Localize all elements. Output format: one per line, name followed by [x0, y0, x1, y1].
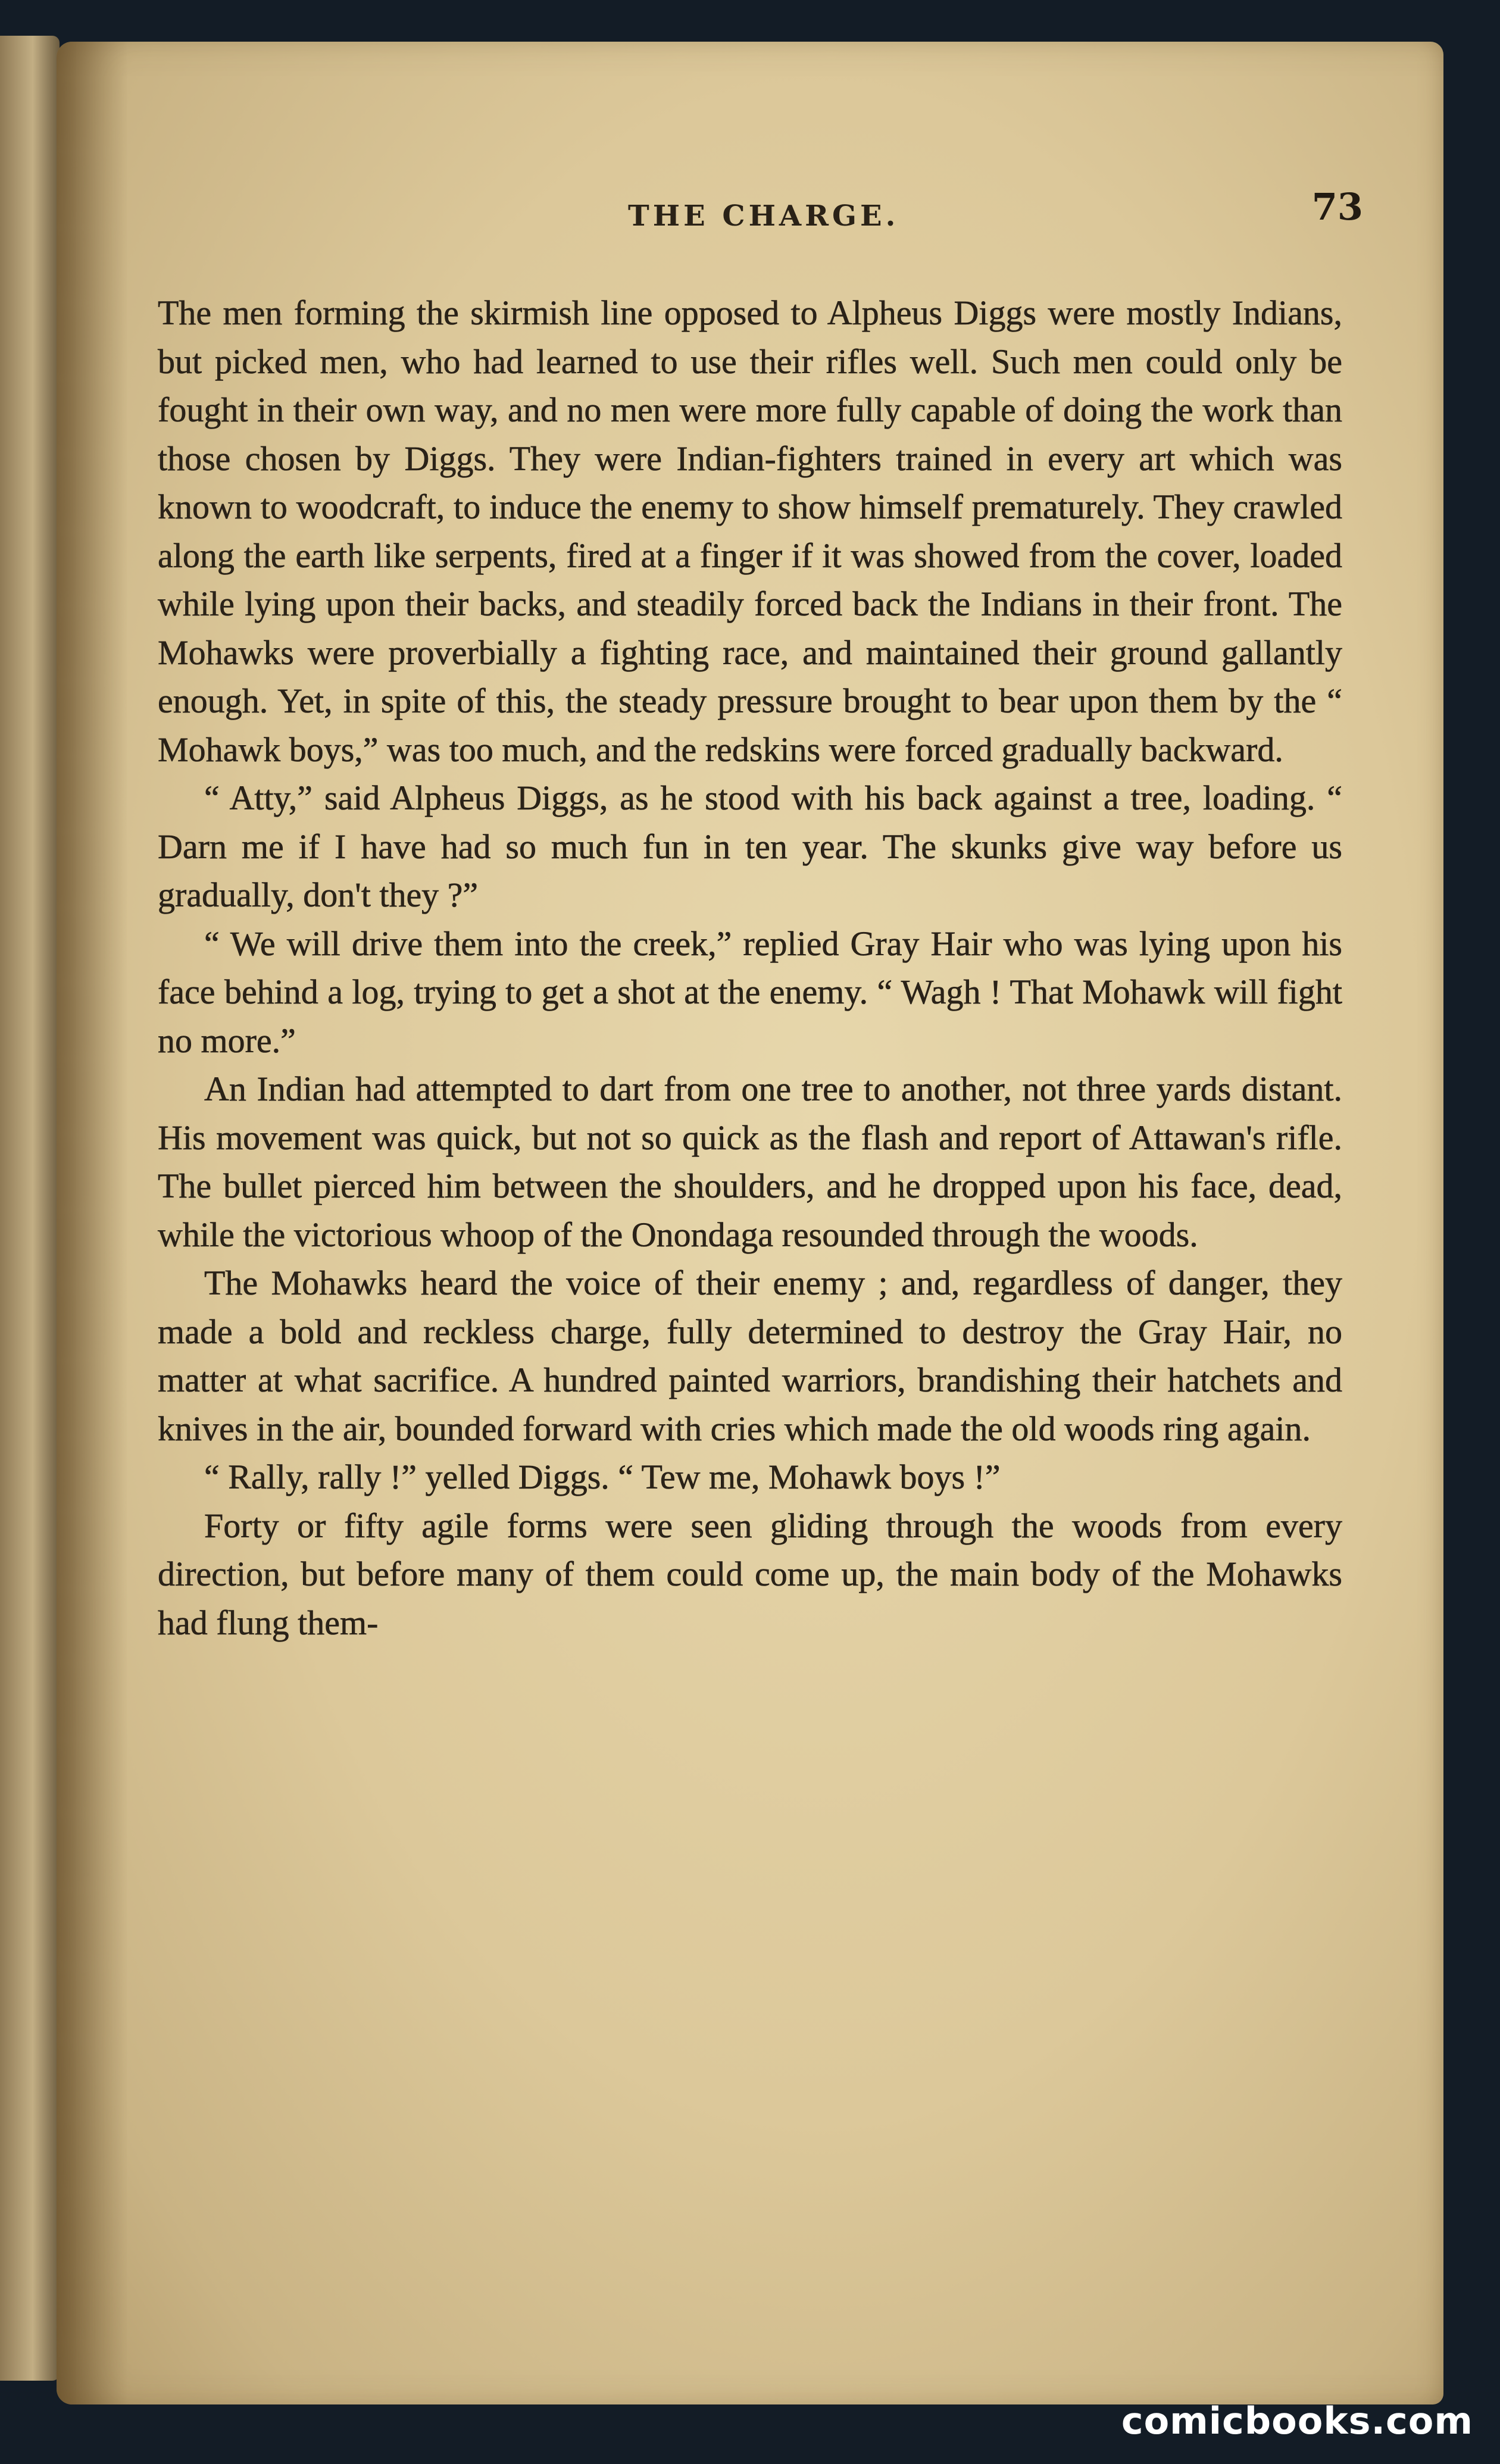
page-gutter-shadow: [57, 42, 128, 2404]
paragraph-6: “ Rally, rally !” yelled Diggs. “ Tew me, Mohawk boys !”: [204, 1458, 1001, 1496]
paragraph-1: The men forming the skirmish line opposed to Alpheus Diggs were mostly Indians, but picked men, who had learned to use their rifles well. Such men could only be fought in their own way, and no men were more fully capable of doing the work than those chosen by Diggs. They were Indian-fighters trained in every art which was known to woodcraft, to induce the enemy to show himself prematurely. They crawled along the earth like serpents, fired at a finger if it was showed from the cover, loaded while lying upon their backs, and steadily forced back the Indians in their front. The Mohawks were proverbially a fighting race, and maintained their ground gallantly enough. Yet, in spite of this, the steady pressure brought to bear upon them by the “ Mohawk boys,” was too much, and the redskins were forced gradually backward.: [158, 293, 1342, 769]
previous-page-edge: [0, 36, 60, 2381]
running-head-title: THE CHARGE.: [628, 199, 899, 233]
paragraph-3: “ We will drive them into the creek,” replied Gray Hair who was lying upon his face behind a log, trying to get a shot at the enemy. “ Wagh ! That Mohawk will fight no more.”: [158, 924, 1342, 1060]
paragraph-2: “ Atty,” said Alpheus Diggs, as he stood with his back against a tree, loading. “ Darn me if I have had so much fun in ten year. The skunks give way before us gradually, don't they ?”: [158, 778, 1342, 914]
book-page: [57, 42, 1443, 2404]
source-watermark: comicbooks.com: [1121, 2399, 1473, 2443]
running-head: [57, 158, 1443, 233]
paragraph-4: An Indian had attempted to dart from one tree to another, not three yards distant. His movement was quick, but not so quick as the flash and report of Attawan's rifle. The bullet pierced him between the shoulders, and he dropped upon his face, dead, while the victorious whoop of the Onondaga resounded through the woods.: [158, 1070, 1342, 1254]
paragraph-5: The Mohawks heard the voice of their enemy ; and, regardless of danger, they made a bold and reckless charge, fully determined to destroy the Gray Hair, no matter at what sacrifice. A hundred painted warriors, brandishing their hatchets and knives in the air, bounded forward with cries which made the old woods ring again.: [158, 1264, 1342, 1448]
page-number: 73: [1311, 185, 1363, 229]
body-text: [158, 289, 1342, 1647]
paragraph-7: Forty or fifty agile forms were seen gliding through the woods from every direction, but before many of them could come up, the main body of the Mohawks had flung them-: [158, 1506, 1342, 1642]
